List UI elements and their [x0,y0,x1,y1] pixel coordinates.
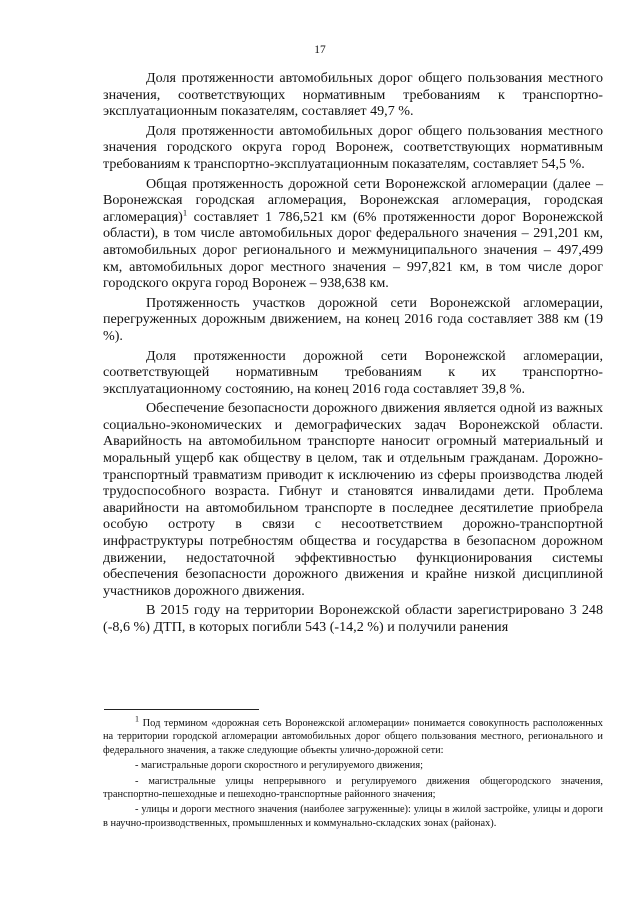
footnote-reference[interactable]: 1 [182,207,188,218]
footnote-item: - магистральные улицы непрерывного и регулируемого движения общегородского значения, транспортно-пешеходные и пешеходно-транспортные районного значения; [103,775,603,801]
agglomeration-text-end: составляет 1 786,521 км (6% протяженности дорог Воронежской области), в том числе автомобильных дорог федерального значения – 291,201 км, автомобильных дорог регионального и межмуниципального значения – 497,499 км, автомобильных дорог местного значения – 997,821 км, в том числе дорог городского округа город Воронеж – 938,638 км. [103,208,603,292]
footnote-text [103,714,603,757]
footnotes [103,714,603,830]
footnote-mark: 1 [135,714,139,724]
footnote-definition: Под термином «дорожная сеть Воронежской агломерации» понимается совокупность расположенных на территории городской агломерации автомобильных дорог общего пользования местного, регионального и федерального значения, а также следующие объекты улично-дорожной сети: [103,718,603,756]
paragraph-agglomeration-length [103,176,603,292]
agglomeration-text-start: Общая протяженность дорожной сети Воронежской агломерации (далее – Воронежская городская агломерация, Воронежская агломерация, городская агломерация) [103,175,603,225]
page-number: 17 [314,44,326,56]
footnote-item: - магистральные дороги скоростного и регулируемого движения; [135,760,424,772]
footnote-divider [104,709,259,710]
paragraph-road-safety: Обеспечение безопасности дорожного движения является одной из важных социально-экономических и демографических задач Воронежской области. Аварийность на автомобильном транспорте наносит огромный материальный и моральный ущерб как обществу в целом, так и отдельным гражданам. Дорожно-транспортный травматизм приводит к исключению из сферы производства людей трудоспособного возраста. Гибнут и становятся инвалидами дети. Проблема аварийности на автомобильном транспорте в последнее десятилетие приобрела особую остроту в связи с несоответствием дорожно-транспортной инфраструктуры потребностям общества и государства в безопасном дорожном движении, недостаточной эффективностью функционирования системы обеспечения безопасности дорожного движения и крайне низкой дисциплиной участников дорожного движения. [103,400,603,599]
paragraph-voronezh-roads-share: Доля протяженности автомобильных дорог общего пользования местного значения городского округа город Воронеж, соответствующих нормативным требованиям к транспортно-эксплуатационным показателям, составляет 54,5 %. [103,122,603,172]
footnote-item: - улицы и дороги местного значения (наиболее загруженные): улицы в жилой застройке, улицы и дороги в научно-производственных, промышленных и коммунально-складских зонах (районах). [103,804,603,829]
paragraph-network-compliance: Доля протяженности дорожной сети Воронежской агломерации, соответствующей нормативным требованиям к их транспортно-эксплуатационному состоянию, на конец 2016 года составляет 39,8 %. [103,347,603,397]
paragraph-accidents-2015: В 2015 году на территории Воронежской области зарегистрировано 3 248 (-8,6 %) ДТП, в которых погибли 543 (-14,2 %) и получили ранения [103,602,603,635]
paragraph-congested-roads: Протяженность участков дорожной сети Воронежской агломерации, перегруженных дорожным движением, на конец 2016 года составляет 388 км (19 %). [103,294,603,344]
paragraph-local-roads-share: Доля протяженности автомобильных дорог общего пользования местного значения, соответствующих нормативным требованиям к транспортно-эксплуатационным показателям, составляет 49,7 %. [103,70,603,120]
body-text [103,70,603,636]
